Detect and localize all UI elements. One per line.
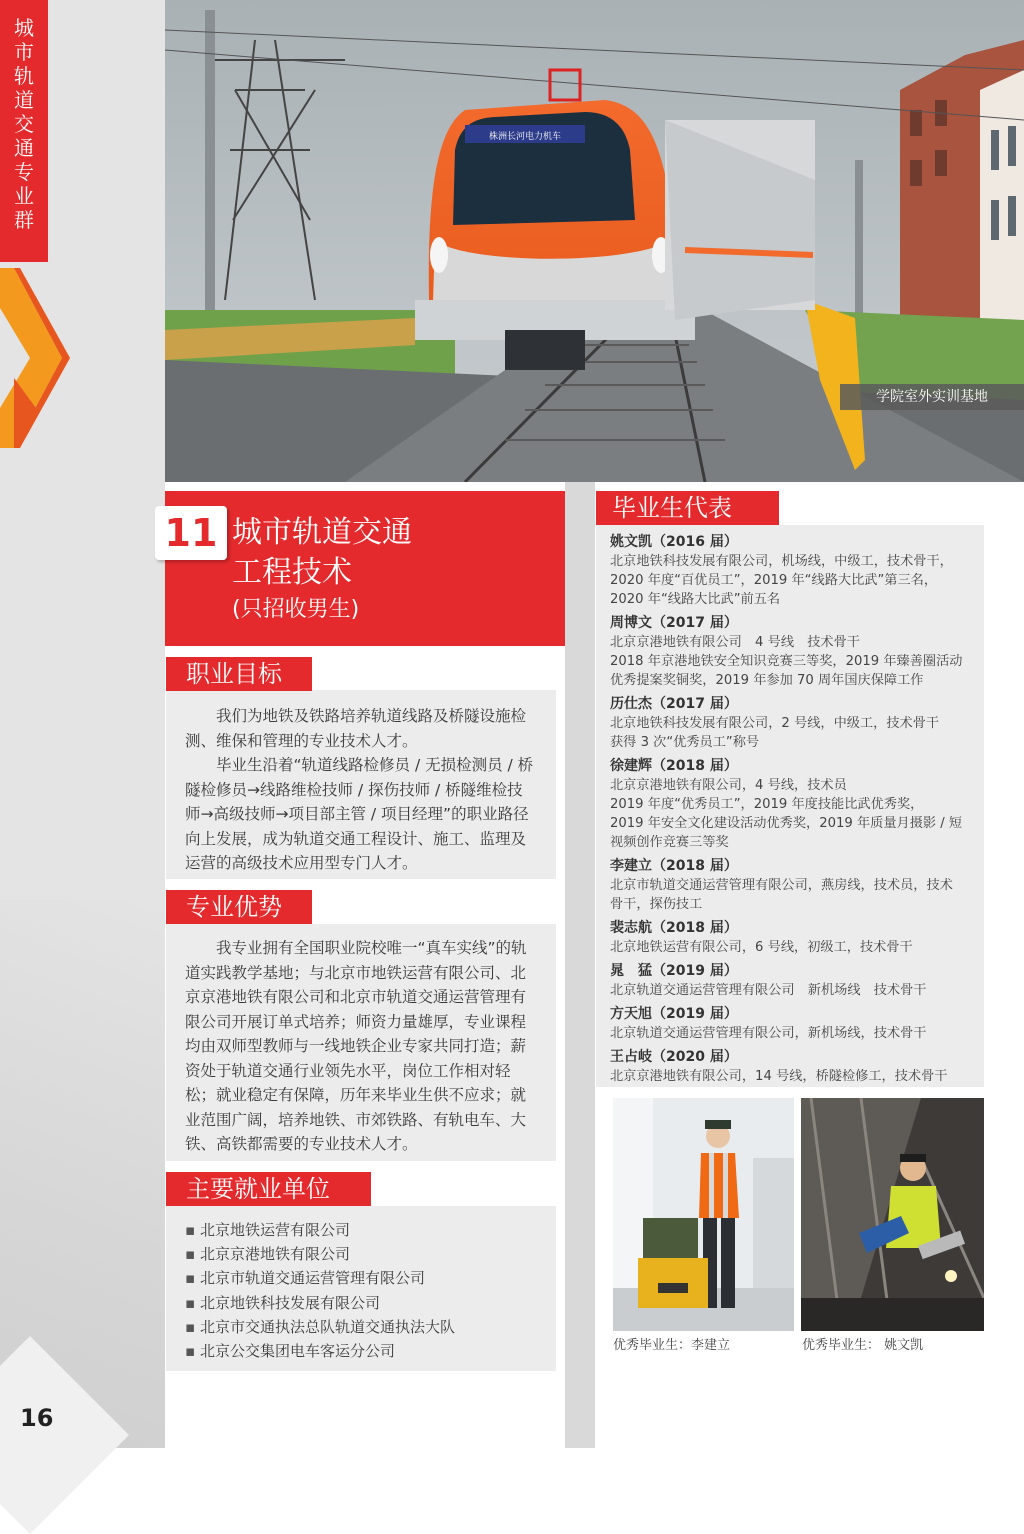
bullet-icon: ▪ <box>185 1245 196 1264</box>
bullet-icon: ▪ <box>185 1293 196 1312</box>
list-item: ▪ 北京市交通执法总队轨道交通执法大队 <box>185 1315 455 1339</box>
graduate-entry: 李建立（2018 届） 北京市轨道交通运营管理有限公司，燕房线，技术员，技术 骨干，探伤技工 <box>610 856 980 914</box>
program-number: 11 <box>155 506 227 560</box>
career-heading: 职业目标 <box>166 657 312 691</box>
graduate-entry: 晁 猛（2019 届） 北京轨道交通运营管理有限公司 新机场线 技术骨干 <box>610 961 980 1000</box>
graduates-heading: 毕业生代表 <box>596 491 779 525</box>
list-item: ▪ 北京地铁科技发展有限公司 <box>185 1291 455 1315</box>
hero-photo-train <box>165 0 1024 482</box>
bullet-icon: ▪ <box>185 1269 196 1288</box>
advantage-paragraph: 我专业拥有全国职业院校唯一“真车实线”的轨道实践教学基地；与北京市地铁运营有限公司、北京京港地铁有限公司和北京市轨道交通运营管理有限公司开展订单式培养；师资力量雄厚，专业课程均由双师型教师与一线地铁企业专家共同打造；薪资处于轨道交通行业领先水平，岗位工作相对轻松；就业稳定有保障，历年来毕业生供不应求；就业范围广阔，培养地铁、市郊铁路、有轨电车、大铁、高铁都需要的专业技术人才。 <box>185 939 527 1153</box>
bullet-icon: ▪ <box>185 1342 196 1361</box>
photo-caption-left: 优秀毕业生：李建立 <box>613 1338 731 1353</box>
advantage-heading: 专业优势 <box>166 890 312 924</box>
graduate-name: 历仕杰（2017 届） <box>610 696 738 712</box>
graduate-name: 裴志航（2018 届） <box>610 920 738 936</box>
photo-graduate-yao-wenkai <box>801 1098 984 1331</box>
page-number: 16 <box>20 1404 54 1432</box>
chevron-decoration-icon <box>0 268 70 448</box>
graduate-name: 周博文（2017 届） <box>610 615 738 631</box>
column-divider <box>565 482 595 1448</box>
graduate-name: 李建立（2018 届） <box>610 858 738 874</box>
graduate-name: 方天旭（2019 届） <box>610 1006 738 1022</box>
career-paragraph-2: 毕业生沿着“轨道线路检修员 / 无损检测员 / 桥隧检修员→线路维检技师 / 探伤技师 / 桥隧维检技师→高级技师→项目部主管 / 项目经理”的职业路径向上发展，成为轨道交通工程设计、施工、监理及运营的高级技术应用型专门人才。 <box>185 756 534 872</box>
category-label: 城市轨道交通专业群 <box>14 16 34 232</box>
graduate-entry: 周博文（2017 届） 北京京港地铁有限公司 4 号线 技术骨干 2018 年京港地铁安全知识竞赛三等奖，2019 年臻善圈活动 优秀提案奖铜奖，2019 年参加 70 周年国庆保障工作 <box>610 613 980 690</box>
graduate-entry: 裴志航（2018 届） 北京地铁运营有限公司，6 号线，初级工，技术骨干 <box>610 918 980 957</box>
graduate-name: 徐建辉（2018 届） <box>610 758 738 774</box>
graduate-entry: 徐建辉（2018 届） 北京京港地铁有限公司，4 号线，技术员 2019 年度“优秀员工”，2019 年度技能比武优秀奖， 2019 年安全文化建设活动优秀奖，2019 年质量月摄影 / 短 视频创作竞赛三等奖 <box>610 756 980 852</box>
program-title-line1: 城市轨道交通 <box>232 515 412 550</box>
graduates-list <box>610 532 980 1090</box>
employers-list <box>185 1218 455 1363</box>
hero-photo-caption: 学院室外实训基地 <box>840 384 1024 410</box>
program-subtitle: (只招收男生) <box>232 597 360 622</box>
graduate-entry: 姚文凯（2016 届） 北京地铁科技发展有限公司，机场线，中级工，技术骨干， 2020 年度“百优员工”，2019 年“线路大比武”第三名， 2020 年“线路大比武”前五名 <box>610 532 980 609</box>
list-item: ▪ 北京京港地铁有限公司 <box>185 1242 455 1266</box>
employers-heading: 主要就业单位 <box>166 1172 371 1206</box>
category-tab <box>0 0 48 262</box>
graduate-entry: 历仕杰（2017 届） 北京地铁科技发展有限公司，2 号线，中级工，技术骨干 获得 3 次“优秀员工”称号 <box>610 694 980 752</box>
graduate-entry: 王占岐（2020 届） 北京京港地铁有限公司，14 号线，桥隧检修工，技术骨干 <box>610 1047 980 1086</box>
list-item: ▪ 北京市轨道交通运营管理有限公司 <box>185 1266 455 1290</box>
graduate-name: 姚文凯（2016 届） <box>610 534 738 550</box>
career-paragraph-1: 我们为地铁及铁路培养轨道线路及桥隧设施检测、维保和管理的专业技术人才。 <box>185 707 527 750</box>
graduate-entry: 方天旭（2019 届） 北京轨道交通运营管理有限公司，新机场线，技术骨干 <box>610 1004 980 1043</box>
list-item: ▪ 北京公交集团电车客运分公司 <box>185 1339 455 1363</box>
program-title <box>232 513 412 593</box>
list-item: ▪ 北京地铁运营有限公司 <box>185 1218 455 1242</box>
photo-graduate-li-jianli <box>613 1098 794 1331</box>
graduate-name: 晁 猛（2019 届） <box>610 963 738 979</box>
program-title-line2: 工程技术 <box>232 555 352 590</box>
bullet-icon: ▪ <box>185 1317 196 1336</box>
graduate-name: 王占岐（2020 届） <box>610 1049 738 1065</box>
train-destination-sign: 株洲长河电力机车 <box>488 132 562 142</box>
bullet-icon: ▪ <box>185 1221 196 1239</box>
photo-caption-right: 优秀毕业生： 姚文凯 <box>802 1338 924 1353</box>
